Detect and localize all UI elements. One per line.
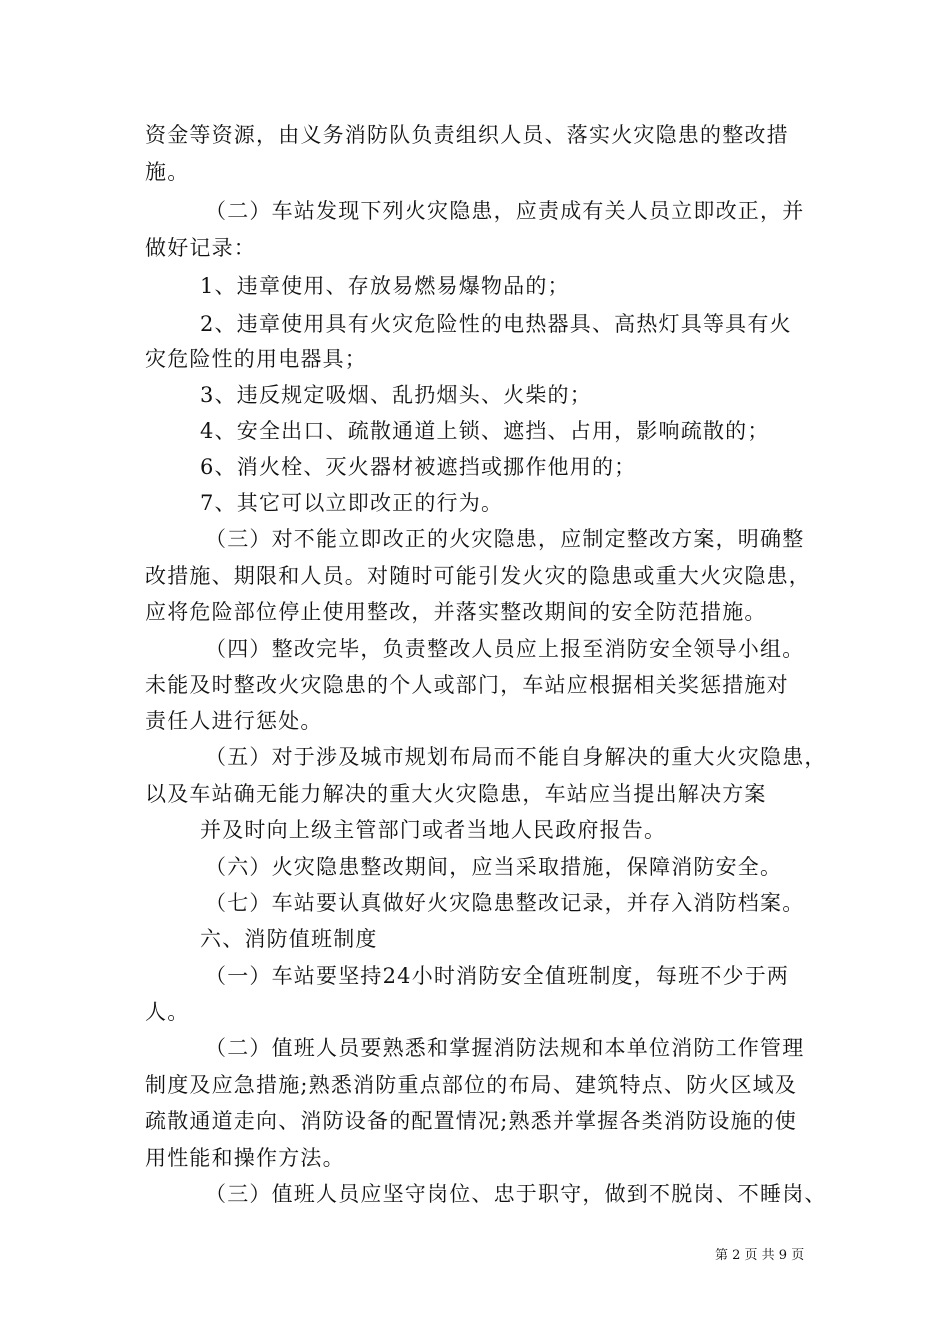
text-line: 制度及应急措施;熟悉消防重点部位的布局、建筑特点、防火区域及 xyxy=(145,1073,798,1097)
text-line: 疏散通道走向、消防设备的配置情况;熟悉并掌握各类消防设施的使 xyxy=(145,1109,798,1133)
text-line: 灾危险性的用电器具； xyxy=(145,347,367,371)
text-line: 用性能和操作方法。 xyxy=(145,1146,345,1170)
text-line: （一）车站要坚持24小时消防安全值班制度，每班不少于两 xyxy=(205,964,790,988)
list-item: 6、消火栓、灭火器材被遮挡或挪作他用的； xyxy=(200,455,637,479)
list-item: 2、违章使用具有火灾危险性的电热器具、高热灯具等具有火 xyxy=(200,312,792,336)
text-line: （六）火灾隐患整改期间，应当采取措施，保障消防安全。 xyxy=(205,855,783,879)
text-line: （七）车站要认真做好火灾隐患整改记录，并存入消防档案。 xyxy=(205,891,805,915)
list-item: 4、安全出口、疏散通道上锁、遮挡、占用，影响疏散的； xyxy=(200,419,770,443)
text-line: 以及车站确无能力解决的重大火灾隐患，车站应当提出解决方案 xyxy=(145,782,767,806)
page-number-footer: 第 2 页 共 9 页 xyxy=(715,1248,805,1263)
text-line: （五）对于涉及城市规划布局而不能自身解决的重大火灾隐患， xyxy=(205,745,827,769)
text-line: 做好记录： xyxy=(145,236,256,260)
text-line: 应将危险部位停止使用整改，并落实整改期间的安全防范措施。 xyxy=(145,600,767,624)
text-line: （四）整改完毕，负责整改人员应上报至消防安全领导小组。 xyxy=(205,637,805,661)
text-line: 未能及时整改火灾隐患的个人或部门，车站应根据相关奖惩措施对 xyxy=(145,673,789,697)
list-item: 3、违反规定吸烟、乱扔烟头、火柴的； xyxy=(200,383,592,407)
text-line: 责任人进行惩处。 xyxy=(145,709,323,733)
list-item: 1、违章使用、存放易燃易爆物品的； xyxy=(200,274,570,298)
text-line: 人。 xyxy=(145,1000,190,1024)
text-line: （三）值班人员应坚守岗位、忠于职守，做到不脱岗、不睡岗、 xyxy=(205,1182,827,1206)
list-item: 7、其它可以立即改正的行为。 xyxy=(200,491,504,515)
text-line: 并及时向上级主管部门或者当地人民政府报告。 xyxy=(200,818,667,842)
text-line: （二）车站发现下列火灾隐患，应责成有关人员立即改正，并 xyxy=(205,199,805,223)
text-line: （三）对不能立即改正的火灾隐患，应制定整改方案，明确整 xyxy=(205,527,805,551)
section-heading: 六、消防值班制度 xyxy=(200,927,378,951)
text-line: 改措施、期限和人员。对随时可能引发火灾的隐患或重大火灾隐患， xyxy=(145,564,811,588)
text-line: 施。 xyxy=(145,160,190,184)
text-line: （二）值班人员要熟悉和掌握消防法规和本单位消防工作管理 xyxy=(205,1036,805,1060)
text-line: 资金等资源，由义务消防队负责组织人员、落实火灾隐患的整改措 xyxy=(145,123,789,147)
